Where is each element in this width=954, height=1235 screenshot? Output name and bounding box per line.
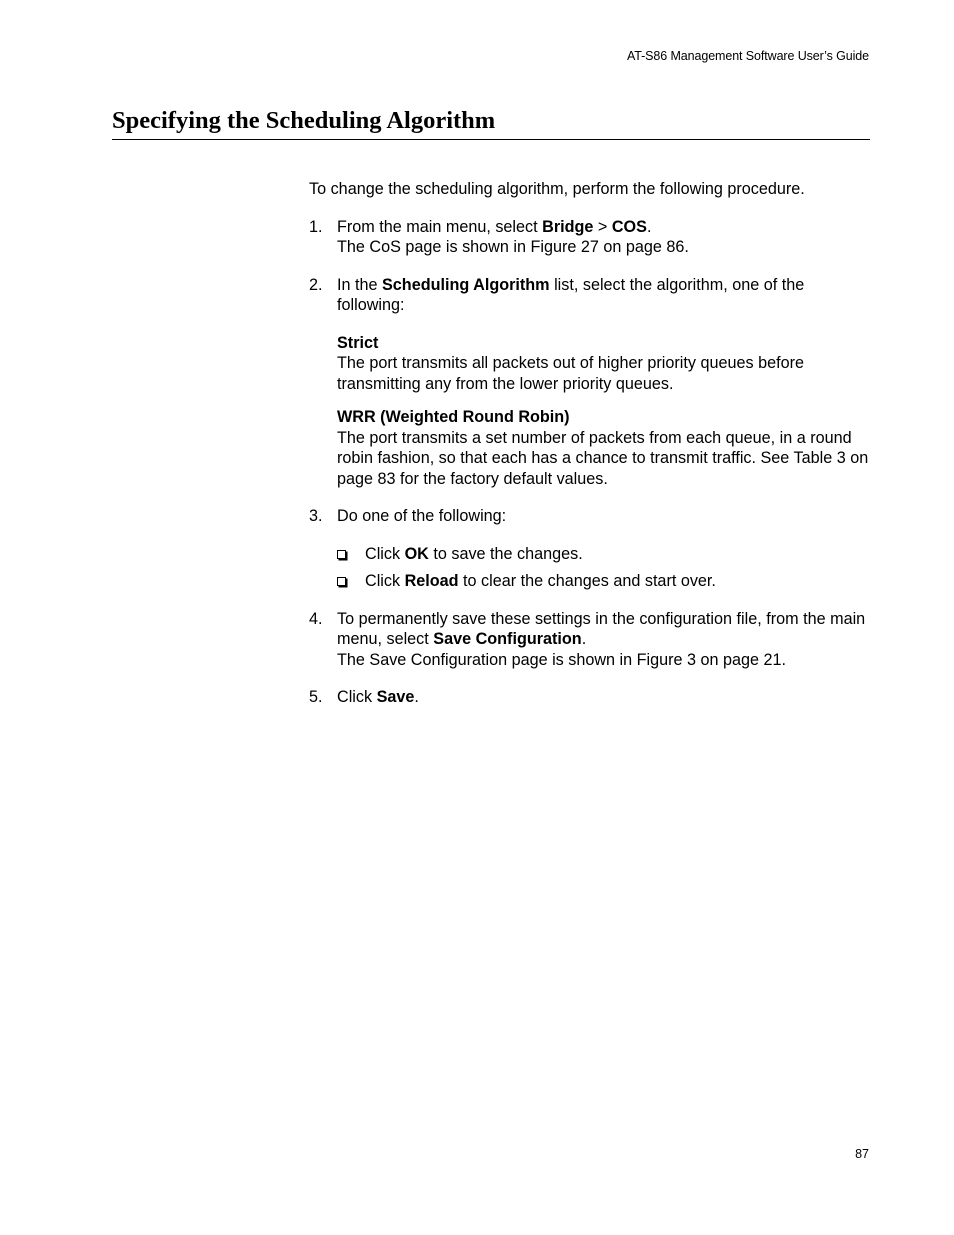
step-body <box>337 687 874 708</box>
step-body <box>337 217 874 258</box>
step-instruction <box>337 609 874 650</box>
reload-label: Reload <box>404 572 459 590</box>
term-name: WRR (Weighted Round Robin) <box>337 408 570 426</box>
save-label: Save <box>376 688 415 706</box>
section-title: Specifying the Scheduling Algorithm <box>112 107 870 140</box>
intro-paragraph: To change the scheduling algorithm, perform the following procedure. <box>309 180 805 198</box>
step-4 <box>309 609 874 671</box>
page-number: 87 <box>855 1147 869 1161</box>
step-number: 1. <box>309 217 323 236</box>
option-item <box>337 571 874 592</box>
option-text: Click Reload to clear the changes and start over. <box>365 572 716 590</box>
scheduling-algorithm-label: Scheduling Algorithm <box>382 275 550 294</box>
step-instruction <box>337 217 874 238</box>
option-text: Click OK to save the changes. <box>365 544 583 563</box>
step-instruction: Do one of the following: <box>337 507 507 525</box>
step-number: 2. <box>309 275 323 294</box>
menu-cos: COS <box>611 217 647 236</box>
term-strict <box>337 333 874 395</box>
checkbox-bullet-icon <box>337 550 346 559</box>
step-body <box>337 609 874 671</box>
step-text: Click <box>337 688 377 706</box>
step-instruction <box>337 687 874 708</box>
step-text: In the <box>337 275 382 294</box>
step-body <box>337 506 874 592</box>
term-description: The port transmits a set number of packets from each queue, in a round robin fashion, so that each has a chance to transmit traffic. See Table 3 on page 83 for the factory default values. <box>337 428 869 488</box>
ok-label: OK <box>404 544 429 563</box>
option-item <box>337 544 874 565</box>
option-list <box>337 544 874 592</box>
save-configuration-label: Save Configuration <box>433 630 582 648</box>
step-body <box>337 275 874 490</box>
step-note: The Save Configuration page is shown in Figure 3 on page 21. <box>337 650 787 669</box>
step-2 <box>309 275 874 490</box>
term-wrr <box>337 407 874 489</box>
term-description: The port transmits all packets out of higher priority queues before transmitting any from the lower priority queues. <box>337 354 804 393</box>
step-number: 5. <box>309 688 323 706</box>
step-number: 3. <box>309 507 323 525</box>
step-note: The CoS page is shown in Figure 27 on page 86. <box>337 238 689 256</box>
step-1 <box>309 217 874 258</box>
procedure-content <box>309 179 874 725</box>
step-text: . <box>414 688 419 706</box>
step-number: 4. <box>309 609 323 628</box>
step-instruction <box>337 275 874 316</box>
step-text: From the main menu, select <box>337 217 543 236</box>
running-header: AT-S86 Management Software User’s Guide <box>626 49 869 63</box>
step-text: To permanently save these settings in the configuration file, from the main menu, select <box>337 609 866 648</box>
checkbox-bullet-icon <box>337 577 346 586</box>
step-text: . <box>646 217 652 236</box>
step-5 <box>309 687 874 708</box>
step-text: . <box>581 630 587 648</box>
step-text: list, select the algorithm, one of the following: <box>337 275 805 314</box>
step-text: > <box>593 217 612 236</box>
menu-bridge: Bridge <box>542 217 594 236</box>
step-3 <box>309 506 874 592</box>
term-name: Strict <box>337 333 379 352</box>
